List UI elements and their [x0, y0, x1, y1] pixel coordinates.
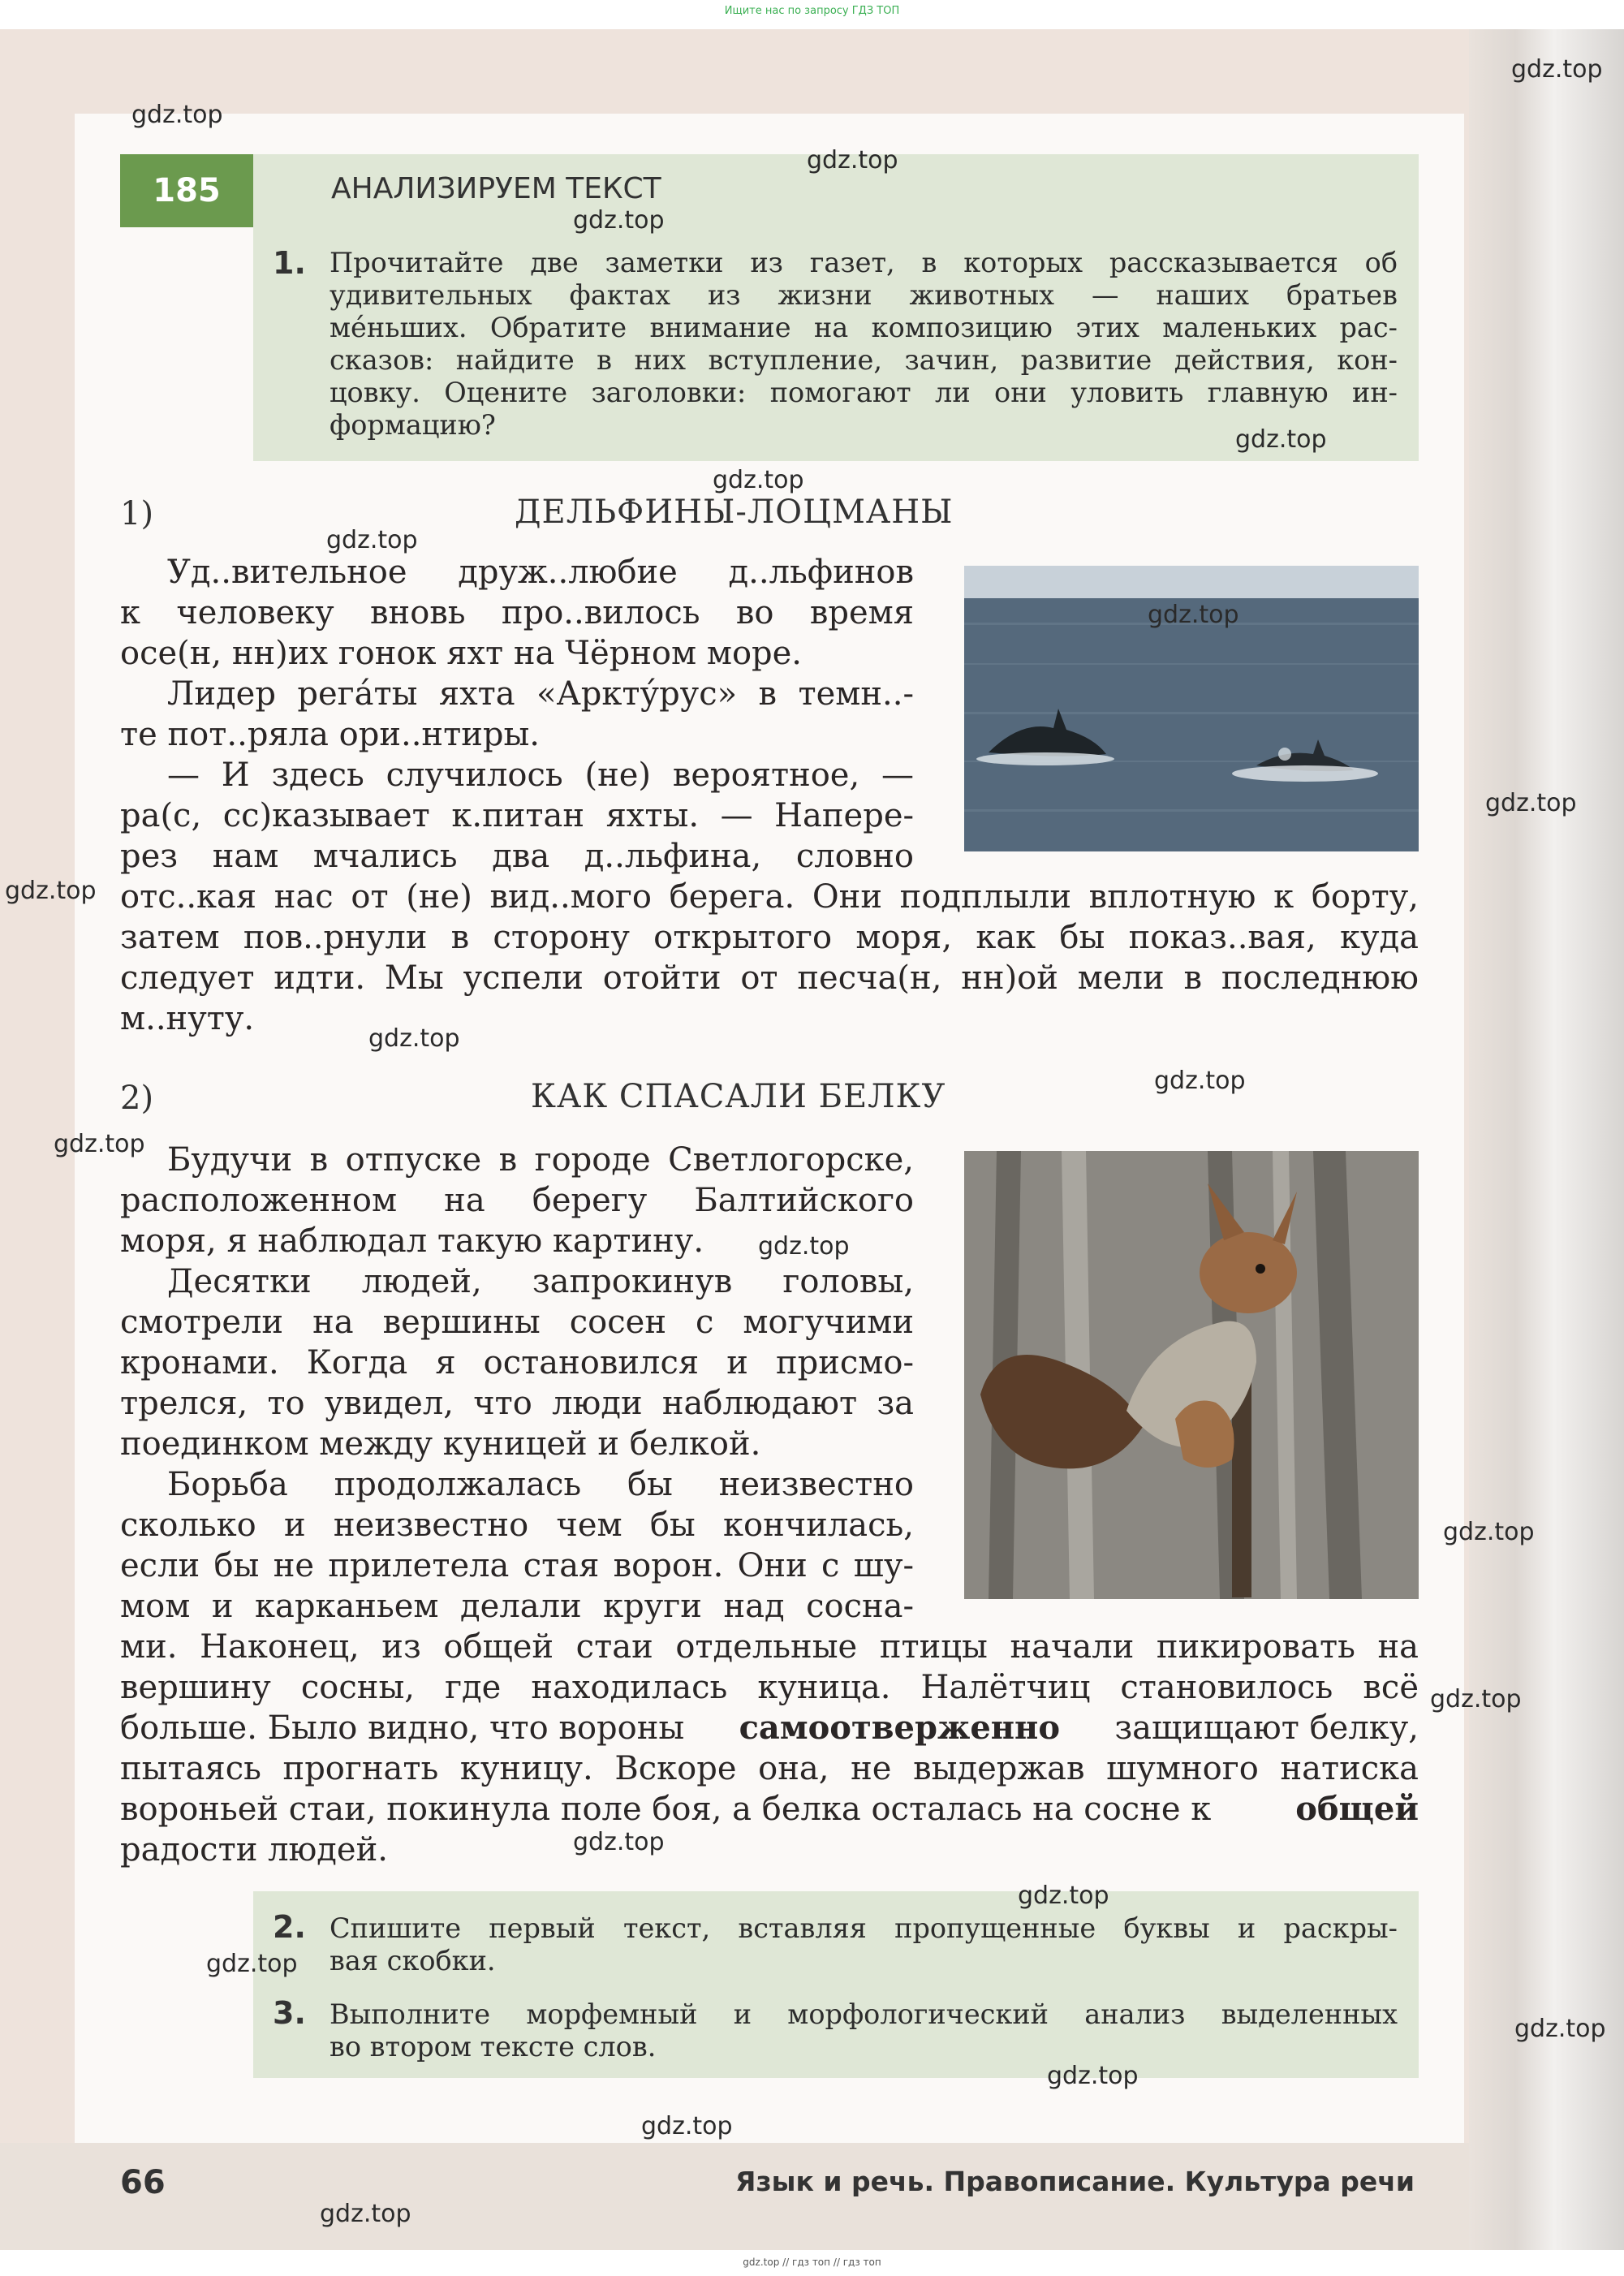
text-2-line: расположенном на берегу Балтийского [120, 1182, 914, 1219]
task-1-line: сказов: найдите в них вступление, зачин, развитие действия, кон- [330, 344, 1398, 376]
task-3-line: во втором тексте слов. [330, 2031, 657, 2063]
watermark: gdz.top [326, 526, 418, 554]
task-1-line: формацию? [330, 409, 496, 441]
bottom-links[interactable]: gdz.top // гдз топ // гдз топ [743, 2257, 881, 2268]
footer-title: Язык и речь. Правописание. Культура речи [735, 2166, 1415, 2197]
squirrel-photo [964, 1151, 1419, 1599]
watermark: gdz.top [54, 1130, 145, 1158]
book-gutter [1469, 29, 1624, 2250]
text-1-line: к человеку вновь про..вилось во время [120, 594, 914, 632]
search-notice[interactable]: Ищите нас по запросу ГДЗ ТОП [724, 5, 900, 17]
watermark: gdz.top [1443, 1518, 1535, 1546]
text-1-line: осе(н, нн)их гонок яхт на Чёрном море. [120, 635, 803, 672]
text-1-line: Уд..вительное друж..любие д..льфинов [167, 554, 914, 591]
text-1-line: рез нам мчались два д..льфина, словно [120, 838, 914, 875]
text-2-line: кронами. Когда я остановился и присмо- [120, 1344, 914, 1382]
text-1-line: те пот..ряла ори..нтиры. [120, 716, 541, 753]
watermark: gdz.top [807, 146, 898, 175]
text-2-line: Будучи в отпуске в городе Светлогорске, [167, 1141, 914, 1179]
task-2-line: вая скобки. [330, 1945, 496, 1976]
text-1-line: м..нуту. [120, 1000, 255, 1037]
text-1-number: 1) [120, 495, 154, 532]
text-2-title: КАК СПАСАЛИ БЕЛКУ [531, 1078, 946, 1115]
watermark: gdz.top [1154, 1067, 1246, 1095]
text-2-line: поединком между куницей и белкой. [120, 1425, 761, 1463]
text-2-line: если бы не прилетела стая ворон. Они с шу- [120, 1547, 914, 1584]
watermark: gdz.top [1485, 789, 1577, 817]
text-2-fragment: больше. Было видно, что вороны [120, 1709, 685, 1747]
text-1-line: отс..кая нас от (не) вид..мого берега. Они подплыли вплотную к борту, [120, 878, 1419, 916]
text-2-line: трелся, то увидел, что люди наблюдают за [120, 1385, 914, 1422]
text-2-line: мом и карканьем делали круги над сосна- [120, 1588, 914, 1625]
watermark: gdz.top [1430, 1685, 1522, 1713]
exercise-number-badge: 185 [120, 154, 253, 227]
task-3-number: 3. [273, 1995, 306, 2031]
watermark: gdz.top [713, 466, 804, 494]
watermark: gdz.top [1514, 2015, 1606, 2043]
task-1-line: ме́ньших. Обратите внимание на композицию этих маленьких рас- [330, 312, 1398, 343]
text-1-line: затем пов..рнули в сторону открытого моря, как бы показ..вая, куда [120, 919, 1419, 956]
task-1-line: удивительных фактах из жизни животных — наших братьев [330, 279, 1398, 311]
text-1-line: следует идти. Мы успели отойти от песча(н, нн)ой мели в последнюю [120, 959, 1419, 997]
text-2-line: вершину сосны, где находилась куница. Налётчиц становилось всё [120, 1669, 1419, 1706]
text-2-line: Борьба продолжалась бы неизвестно [167, 1466, 914, 1503]
watermark: gdz.top [131, 101, 223, 129]
task-1-number: 1. [273, 245, 306, 281]
highlighted-word: самоотверженно [739, 1709, 1061, 1747]
task-2-line: Спишите первый текст, вставляя пропущенные буквы и раскры- [330, 1912, 1398, 1944]
text-1-line: — И здесь случилось (не) вероятное, — [167, 757, 914, 794]
watermark: gdz.top [573, 206, 665, 235]
watermark: gdz.top [368, 1024, 460, 1053]
text-2-line: Десятки людей, запрокинув головы, [167, 1263, 914, 1300]
text-2-line [120, 1789, 1419, 1830]
text-2-line: пытаясь прогнать куницу. Вскоре она, не выдержав шумного натиска [120, 1750, 1419, 1787]
watermark: gdz.top [320, 2200, 411, 2228]
text-2-line: моря, я наблюдал такую картину. [120, 1222, 704, 1260]
task-1-line: цовку. Оцените заголовки: помогают ли они уловить главную ин- [330, 377, 1398, 408]
text-2-fragment: защищают белку, [1114, 1709, 1419, 1747]
watermark: gdz.top [1148, 601, 1239, 629]
task-1-line: Прочитайте две заметки из газет, в которых рассказывается об [330, 247, 1398, 278]
watermark: gdz.top [573, 1828, 665, 1856]
page-number: 66 [120, 2164, 166, 2201]
text-1-line: ра(с, сс)казывает к.питан яхты. — Напере- [120, 797, 914, 834]
watermark: gdz.top [1235, 425, 1327, 454]
task-2-number: 2. [273, 1909, 306, 1945]
text-2-line: смотрели на вершины сосен с могучими [120, 1304, 914, 1341]
watermark: gdz.top [641, 2112, 733, 2140]
exercise-title: АНАЛИЗИРУЕМ ТЕКСТ [331, 172, 661, 205]
text-1-title: ДЕЛЬФИНЫ-ЛОЦМАНЫ [515, 494, 954, 531]
highlighted-word: общей [1295, 1790, 1419, 1828]
watermark: gdz.top [1047, 2062, 1139, 2090]
text-2-fragment: вороньей стаи, покинула поле боя, а белка осталась на сосне к [120, 1791, 1212, 1828]
text-1-line: Лидер рега́ты яхта «Аркту́рус» в темн..- [167, 675, 914, 713]
squirrel-illustration [964, 1151, 1419, 1599]
watermark: gdz.top [206, 1950, 298, 1978]
text-2-line: ми. Наконец, из общей стаи отдельные птицы начали пикировать на [120, 1628, 1419, 1666]
watermark: gdz.top [1018, 1882, 1109, 1910]
text-2-line: сколько и неизвестно чем бы кончилась, [120, 1507, 914, 1544]
watermark: gdz.top [758, 1232, 850, 1261]
watermark: gdz.top [1511, 55, 1603, 84]
text-2-line: радости людей. [120, 1831, 388, 1869]
task-3-line: Выполните морфемный и морфологический анализ выделенных [330, 1998, 1398, 2030]
text-2-number: 2) [120, 1080, 154, 1117]
text-2-line [120, 1708, 1419, 1748]
watermark: gdz.top [5, 877, 97, 905]
